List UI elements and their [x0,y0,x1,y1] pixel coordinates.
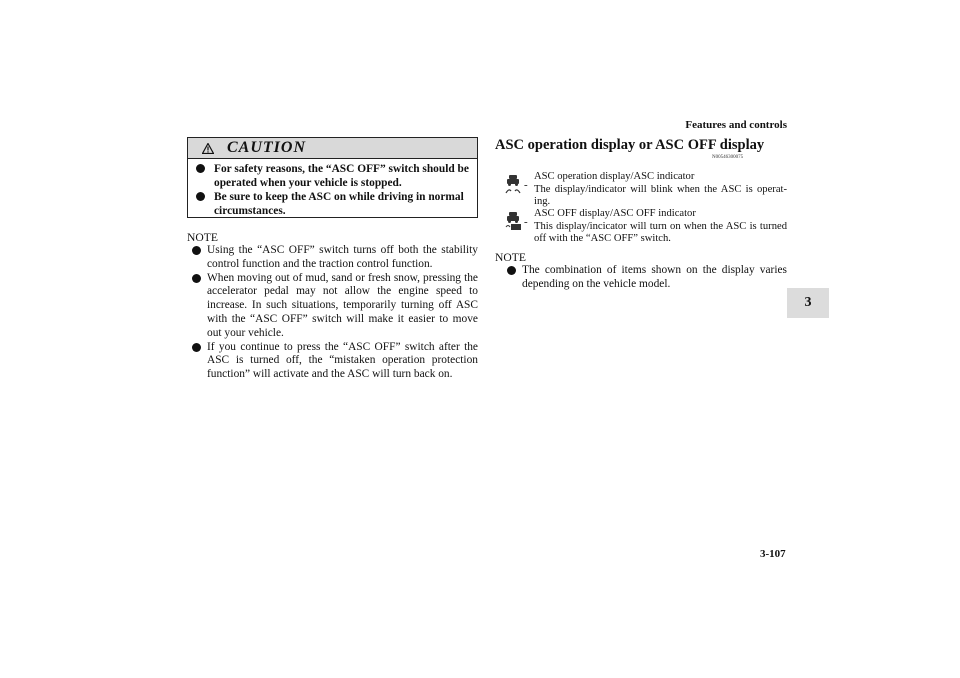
right-note-label: NOTE [495,251,526,264]
asc-off-icon [504,211,522,231]
right-note-list [506,264,787,292]
running-header: Features and controls [685,119,787,131]
icon-dash: - [524,216,528,228]
section-title: ASC operation display or ASC OFF display [495,137,765,153]
caution-box [187,137,478,218]
note-item-text: The combination of items shown on the display varies depending on the vehicle model. [522,264,787,290]
note-item [191,341,478,382]
bullet-icon [192,343,201,352]
note-item [506,264,787,292]
bullet-icon [192,274,201,283]
display-item-text [534,208,787,246]
bullet-icon [196,164,205,173]
bullet-icon [196,192,205,201]
bullet-icon [192,246,201,255]
left-note-label: NOTE [187,231,218,244]
caution-header [188,138,477,159]
display-item-asc-off [502,208,787,246]
icon-dash: - [524,179,528,191]
caution-list [188,159,477,218]
bullet-icon [507,266,516,275]
caution-item-text: For safety reasons, the “ASC OFF” switch should be operated when your vehicle is stopped. [214,163,469,189]
warning-triangle-icon [202,143,214,154]
reference-code: N00546300075 [712,155,744,160]
note-item [191,272,478,341]
display-item-name: ASC OFF display/ASC OFF indicator [534,208,696,219]
display-item-desc: This display/incicator will turn on when the ASC is turned off with the “ASC OFF” switch. [534,220,787,245]
chapter-tab [787,288,829,318]
caution-item [194,190,471,218]
note-item-text: Using the “ASC OFF” switch turns off both the stability control function and the traction control function. [207,244,478,270]
display-item-desc: The display/indicator will blink when the ASC is operat-ing. [534,183,787,208]
display-item-name: ASC operation display/ASC indicator [534,171,695,182]
chapter-number: 3 [804,295,812,310]
caution-title: CAUTION [227,139,307,156]
note-item-text: When moving out of mud, sand or fresh snow, pressing the accelerator pedal may not allow the engine speed to increase. In such situations, temporarily turning off ASC with the “ASC OFF” switch will make it easier to move out your vehicle. [207,271,478,339]
display-item-asc-operation [502,171,787,209]
left-note-list [191,244,478,382]
page-number: 3-107 [760,548,786,560]
note-item-text: If you continue to press the “ASC OFF” switch after the ASC is turned off, the “mistaken operation protection function” will activate and the ASC will turn back on. [207,340,478,381]
note-item [191,244,478,272]
caution-item-text: Be sure to keep the ASC on while driving in normal circumstances. [214,191,464,217]
caution-item [194,162,471,190]
display-item-text [534,171,787,209]
asc-operation-icon [504,174,522,194]
